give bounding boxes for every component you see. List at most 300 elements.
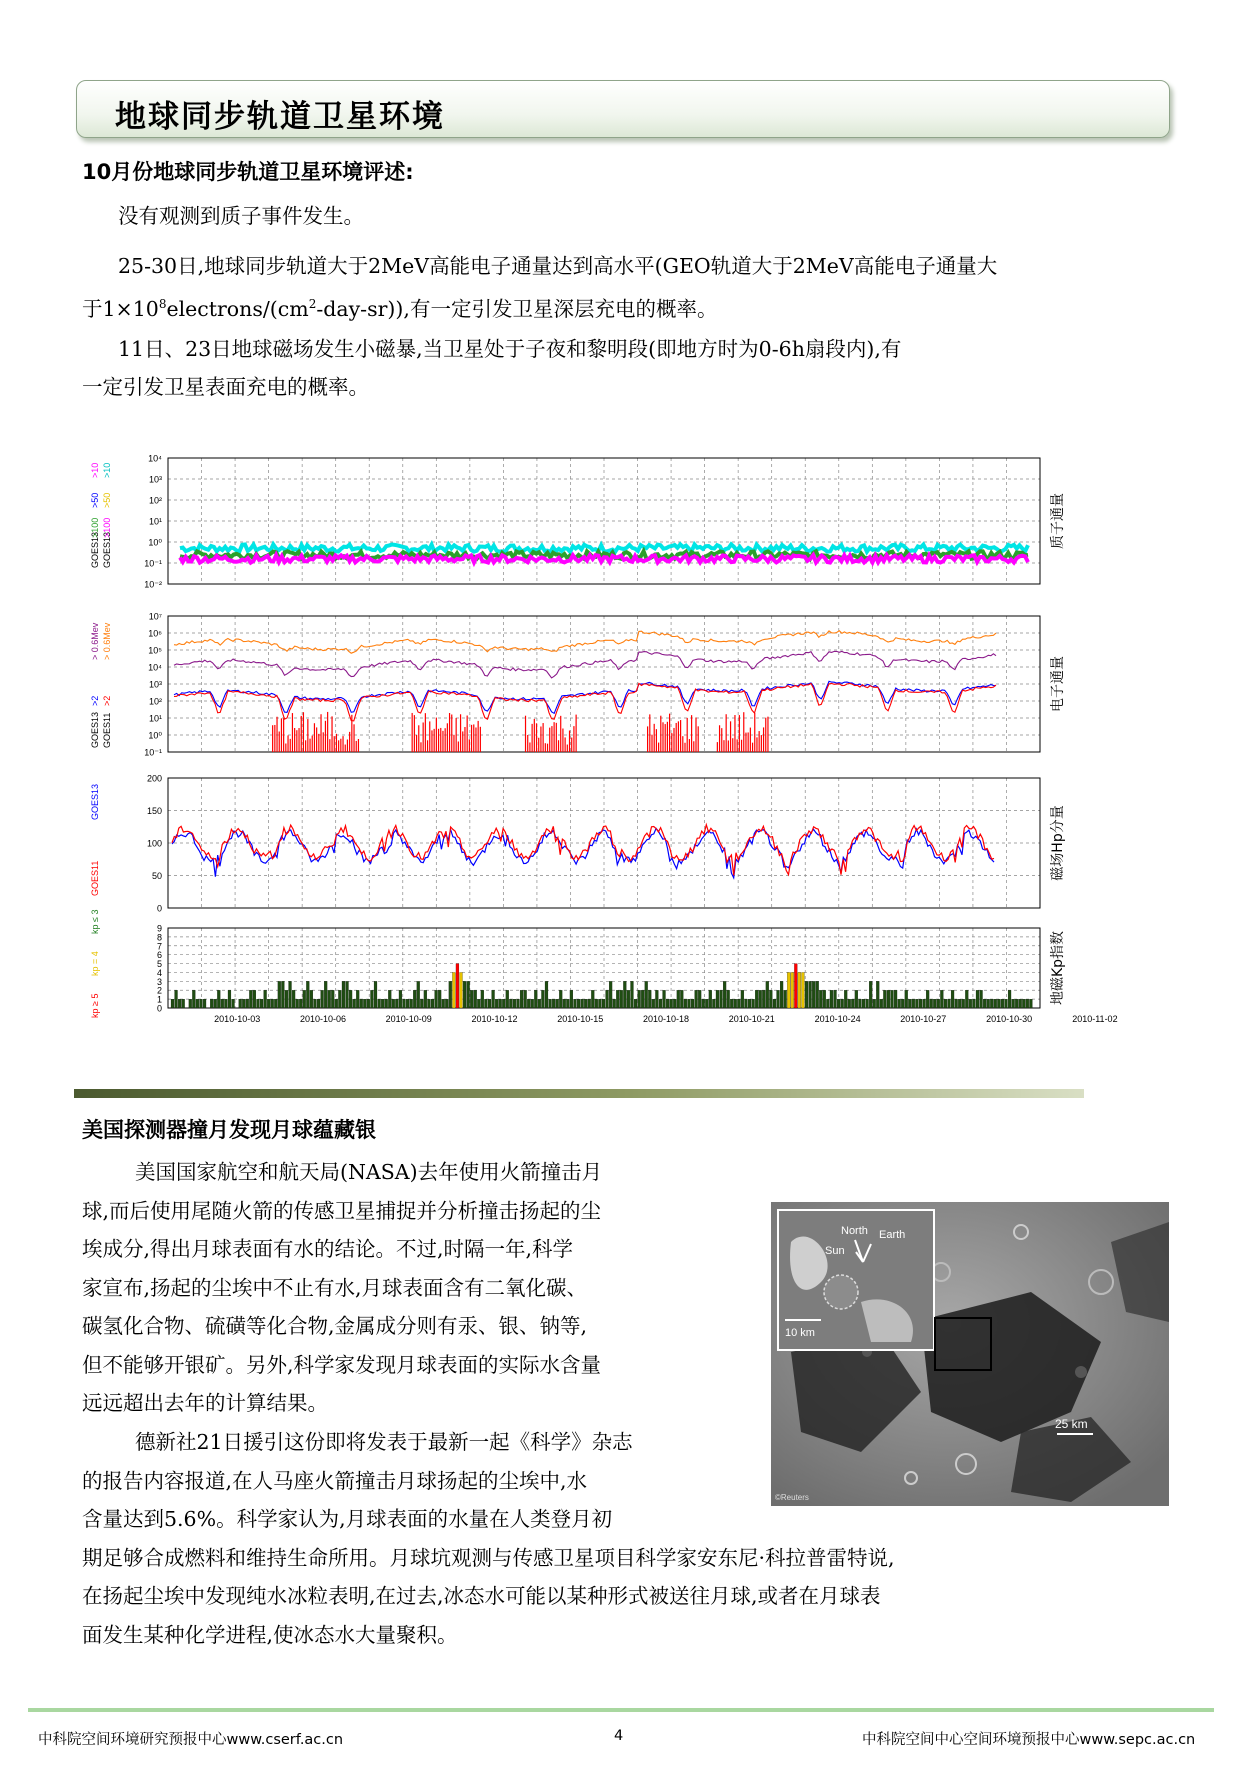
panel-side-label: 磁场Hp分量 <box>1050 805 1066 881</box>
review-p3-line2: 一定引发卫星表面充电的概率。 <box>82 375 369 399</box>
kp-bar <box>880 999 883 1008</box>
kp-bar <box>374 981 377 1008</box>
kp-bar <box>492 990 495 1008</box>
chart-panel-electron <box>90 612 1066 758</box>
kp-bar <box>481 990 484 1008</box>
kp-bar <box>762 990 765 1008</box>
footer-page-number: 4 <box>614 1728 624 1744</box>
kp-bar <box>990 999 993 1008</box>
kp-bar <box>1022 999 1025 1008</box>
kp-bar <box>976 990 979 1008</box>
kp-bar <box>499 999 502 1008</box>
kp-bar <box>456 964 459 1008</box>
kp-bar <box>520 990 523 1008</box>
kp-bar <box>420 999 423 1008</box>
kp-bar <box>477 999 480 1008</box>
kp-bar <box>798 972 801 1008</box>
panel-side-label: 地磁Kp指数 <box>1050 930 1066 1006</box>
kp-bar <box>246 999 249 1008</box>
kp-bar <box>175 990 178 1008</box>
y-tick-label: 10⁻² <box>144 579 162 590</box>
kp-bar <box>862 999 865 1008</box>
kp-bar <box>962 999 965 1008</box>
kp-bar <box>869 981 872 1008</box>
kp-bar <box>866 999 869 1008</box>
x-tick-label: 2010-10-03 <box>214 1014 261 1024</box>
kp-bar <box>948 999 951 1008</box>
kp-bar <box>388 990 391 1008</box>
series-line <box>180 544 1028 552</box>
kp-bar <box>680 990 683 1008</box>
kp-bar <box>435 990 438 1008</box>
proton-y-label: GOES13 <box>102 531 112 568</box>
kp-bar <box>994 999 997 1008</box>
kp-bar <box>224 999 227 1008</box>
y-tick-label: 10⁰ <box>148 730 162 741</box>
proton-y-label: GOES13 <box>90 531 100 568</box>
kp-bar <box>406 999 409 1008</box>
kp-bar <box>883 990 886 1008</box>
y-tick-label: 1 <box>156 994 162 1005</box>
kp-bar <box>488 999 491 1008</box>
kp-bar <box>987 999 990 1008</box>
kp-bar <box>239 999 242 1008</box>
electron-y-label: GOES13 <box>90 711 100 748</box>
kp-bar <box>652 999 655 1008</box>
kp-bar <box>346 981 349 1008</box>
kp-bar <box>1015 999 1018 1008</box>
kp-bar <box>527 999 530 1008</box>
kp-bar <box>395 999 398 1008</box>
kp-bar <box>755 990 758 1008</box>
kp-bar <box>905 990 908 1008</box>
kp-bar <box>1029 999 1032 1008</box>
kp-bar <box>773 999 776 1008</box>
kp-bar <box>517 999 520 1008</box>
kp-bar <box>602 999 605 1008</box>
kp-bar <box>502 999 505 1008</box>
kp-bar <box>766 981 769 1008</box>
kp-bar <box>787 972 790 1008</box>
electron-y-label: > 0.6Mev <box>90 622 100 660</box>
kp-bar <box>381 999 384 1008</box>
kp-bar <box>809 981 812 1008</box>
proton-y-label: >10 <box>102 462 112 478</box>
kp-bar <box>324 981 327 1008</box>
chart-panel-hp <box>90 774 1066 914</box>
hp-y-label: GOES11 <box>90 860 100 896</box>
kp-bar <box>816 981 819 1008</box>
x-tick-label: 2010-10-15 <box>557 1014 604 1024</box>
kp-bar <box>452 972 455 1008</box>
kp-bar <box>289 981 292 1008</box>
x-tick-label: 2010-10-21 <box>728 1014 775 1024</box>
kp-bar <box>844 990 847 1008</box>
kp-bar <box>417 981 420 1008</box>
kp-bar <box>983 999 986 1008</box>
x-tick-label: 2010-10-09 <box>385 1014 432 1024</box>
kp-bar <box>310 990 313 1008</box>
electron-y-label: >2 <box>102 695 112 706</box>
kp-bar <box>552 999 555 1008</box>
kp-bar <box>855 990 858 1008</box>
kp-bar <box>634 999 637 1008</box>
moon-p2-line: 德新社21日援引这份即将发表于最新一起《科学》杂志 <box>135 1430 633 1454</box>
kp-bar <box>894 990 897 1008</box>
kp-bar <box>805 981 808 1008</box>
kp-bar <box>410 999 413 1008</box>
moon-p1-line: 美国国家航空和航天局(NASA)去年使用火箭撞击月 <box>135 1160 603 1184</box>
review-p2-line2: 于$1\times 10^8electrons/(cm^2-day-sr)$),有一定引发卫星深层充电的概率。 <box>82 296 718 321</box>
y-tick-label: 5 <box>156 959 162 970</box>
kp-bar <box>581 999 584 1008</box>
panel-side-label: 电子通量 <box>1050 656 1066 712</box>
kp-bar <box>584 999 587 1008</box>
kp-bar <box>727 990 730 1008</box>
kp-bar <box>819 990 822 1008</box>
x-tick-label: 2010-10-18 <box>642 1014 690 1024</box>
kp-bar <box>937 999 940 1008</box>
moon-p2-line: 面发生某种化学进程,使冰态水大量聚积。 <box>82 1622 458 1647</box>
kp-bar <box>549 999 552 1008</box>
proton-y-label: >50 <box>90 492 100 508</box>
kp-bar <box>292 990 295 1008</box>
kp-bar <box>413 990 416 1008</box>
kp-bar <box>1019 999 1022 1008</box>
kp-bar <box>791 972 794 1008</box>
kp-bar <box>698 990 701 1008</box>
kp-bar <box>253 990 256 1008</box>
x-tick-label: 2010-10-06 <box>299 1014 347 1024</box>
kp-bar <box>427 999 430 1008</box>
y-tick-label: 10⁵ <box>148 645 162 656</box>
section-separator <box>74 1089 1084 1098</box>
kp-bar <box>228 990 231 1008</box>
kp-bar <box>1026 999 1029 1008</box>
review-p2-line1: 25-30日,地球同步轨道大于2MeV高能电子通量达到高水平(GEO轨道大于2MeV高能电子通量大 <box>118 254 998 278</box>
kp-bar <box>687 999 690 1008</box>
kp-bar <box>281 981 284 1008</box>
kp-bar <box>467 981 470 1008</box>
goes-chart-figure <box>90 448 1118 1050</box>
review-p1: 没有观测到质子事件发生。 <box>118 204 364 228</box>
y-tick-label: 10¹ <box>148 713 162 724</box>
kp-bar <box>887 990 890 1008</box>
kp-bar <box>509 999 512 1008</box>
kp-bar <box>445 999 448 1008</box>
kp-bar <box>812 981 815 1008</box>
inset-earth-label: Earth <box>879 1229 906 1241</box>
kp-bar <box>306 981 309 1008</box>
kp-bar <box>944 999 947 1008</box>
kp-bar <box>588 999 591 1008</box>
kp-bar <box>598 999 601 1008</box>
goes-charts-svg <box>90 448 1118 1050</box>
kp-bar <box>577 999 580 1008</box>
y-tick-label: 8 <box>156 932 162 943</box>
review-p3-line1: 11日、23日地球磁场发生小磁暴,当卫星处于子夜和黎明段(即地方时为0-6h扇段内),有 <box>118 337 902 361</box>
kp-bar <box>666 999 669 1008</box>
kp-bar <box>648 990 651 1008</box>
y-tick-label: 0 <box>156 903 162 914</box>
chart-panel-proton <box>90 454 1066 590</box>
kp-bar <box>777 990 780 1008</box>
y-tick-label: 10⁰ <box>148 537 162 548</box>
kp-bar <box>891 990 894 1008</box>
moon-p1-line: 碳氢化合物、硫磺等化合物,金属成分则有汞、银、钠等, <box>82 1314 588 1338</box>
kp-bar <box>684 999 687 1008</box>
kp-bar <box>278 981 281 1008</box>
kp-bar <box>563 999 566 1008</box>
kp-bar <box>335 999 338 1008</box>
kp-bar <box>232 999 235 1008</box>
kp-bar <box>385 999 388 1008</box>
kp-bar <box>712 999 715 1008</box>
kp-bar <box>958 999 961 1008</box>
kp-bar <box>969 999 972 1008</box>
kp-bar <box>331 990 334 1008</box>
kp-bar <box>641 990 644 1008</box>
kp-bar <box>317 999 320 1008</box>
kp-bar <box>627 990 630 1008</box>
kp-bar <box>901 999 904 1008</box>
hp-y-label: GOES13 <box>90 783 100 820</box>
moon-surface-svg <box>771 1202 1169 1506</box>
y-tick-label: 10⁴ <box>148 453 162 464</box>
kp-bar <box>196 999 199 1008</box>
series-line <box>174 651 996 678</box>
kp-bar <box>299 999 302 1008</box>
kp-bar <box>1001 999 1004 1008</box>
kp-bar <box>730 999 733 1008</box>
kp-bar <box>545 981 548 1008</box>
kp-bar <box>691 999 694 1008</box>
kp-bar <box>620 990 623 1008</box>
kp-bar <box>566 999 569 1008</box>
kp-bar <box>399 990 402 1008</box>
kp-bar <box>655 990 658 1008</box>
electron-y-label: > 0.6Mev <box>102 622 112 660</box>
kp-bar <box>823 990 826 1008</box>
kp-bar <box>616 990 619 1008</box>
kp-bar <box>951 990 954 1008</box>
kp-bar <box>200 999 203 1008</box>
kp-bar <box>801 972 804 1008</box>
kp-bar <box>338 990 341 1008</box>
moon-p1-line: 埃成分,得出月球表面有水的结论。不过,时隔一年,科学 <box>82 1237 574 1261</box>
kp-bar <box>673 999 676 1008</box>
kp-bar <box>303 990 306 1008</box>
electron-y-label: >2 <box>90 695 100 706</box>
moon-p2-line: 在扬起尘埃中发现纯水冰粒表明,在过去,冰态水可能以某种形式被送往月球,或者在月球表 <box>82 1584 881 1608</box>
kp-bar <box>538 999 541 1008</box>
kp-bar <box>403 999 406 1008</box>
footer-right: 中科院空间中心空间环境预报中心www.sepc.ac.cn <box>862 1732 1196 1748</box>
scale-label: 25 km <box>1055 1417 1088 1431</box>
proton-y-label: >10 <box>90 462 100 478</box>
x-tick-label: 2010-10-24 <box>814 1014 861 1024</box>
kp-bar <box>705 999 708 1008</box>
kp-bar <box>659 999 662 1008</box>
kp-bar <box>841 999 844 1008</box>
y-tick-label: 10² <box>148 495 162 506</box>
kp-bar <box>328 990 331 1008</box>
kp-bar <box>178 999 181 1008</box>
proton-y-label: >100 <box>90 517 100 538</box>
kp-bar <box>670 999 673 1008</box>
kp-bar <box>463 981 466 1008</box>
kp-bar <box>737 999 740 1008</box>
kp-bar <box>442 999 445 1008</box>
kp-bar <box>930 999 933 1008</box>
kp-bar <box>360 999 363 1008</box>
kp-bar <box>189 999 192 1008</box>
kp-bar <box>264 990 267 1008</box>
inset-scale-label: 10 km <box>785 1327 815 1339</box>
footer-left: 中科院空间环境研究预报中心www.cserf.ac.cn <box>38 1732 344 1748</box>
y-tick-label: 50 <box>151 871 162 881</box>
kp-bar <box>752 999 755 1008</box>
y-tick-label: 10⁶ <box>148 628 162 639</box>
kp-y-label: kp ≤ 3 <box>90 909 100 934</box>
kp-bar <box>217 990 220 1008</box>
kp-bar <box>556 999 559 1008</box>
kp-bar <box>474 990 477 1008</box>
kp-bar <box>631 981 634 1008</box>
kp-bar <box>267 999 270 1008</box>
kp-bar <box>260 999 263 1008</box>
kp-bar <box>940 990 943 1008</box>
y-tick-label: 6 <box>156 950 162 961</box>
kp-bar <box>349 990 352 1008</box>
kp-bar <box>424 990 427 1008</box>
kp-bar <box>171 999 174 1008</box>
kp-bar <box>342 981 345 1008</box>
kp-bar <box>784 990 787 1008</box>
kp-bar <box>513 999 516 1008</box>
kp-bar <box>955 999 958 1008</box>
kp-bar <box>221 999 224 1008</box>
kp-bar <box>912 999 915 1008</box>
y-tick-label: 10⁻¹ <box>144 747 162 758</box>
kp-bar <box>274 999 277 1008</box>
y-tick-label: 3 <box>156 976 162 987</box>
y-tick-label: 10² <box>148 696 162 707</box>
moon-p1-line: 球,而后使用尾随火箭的传感卫星捕捉并分析撞击扬起的尘 <box>82 1198 602 1223</box>
kp-bar <box>613 999 616 1008</box>
kp-bar <box>645 981 648 1008</box>
kp-bar <box>370 990 373 1008</box>
panel-side-label: 质子通量 <box>1050 493 1066 549</box>
kp-bar <box>716 990 719 1008</box>
kp-bar <box>926 990 929 1008</box>
kp-bar <box>663 990 666 1008</box>
kp-bar <box>965 990 968 1008</box>
proton-y-label: >100 <box>102 517 112 538</box>
kp-bar <box>837 999 840 1008</box>
kp-bar <box>873 999 876 1008</box>
x-tick-label: 2010-11-02 <box>1072 1014 1118 1024</box>
inset-sun-label: Sun <box>825 1245 845 1257</box>
y-tick-label: 7 <box>156 941 162 952</box>
y-tick-label: 0 <box>156 1003 162 1014</box>
y-tick-label: 150 <box>146 806 162 816</box>
footer-rule <box>28 1708 1214 1712</box>
kp-bar <box>720 990 723 1008</box>
kp-bar <box>972 999 975 1008</box>
series-line <box>174 683 996 721</box>
kp-bar <box>997 999 1000 1008</box>
moon-news-heading: 美国探测器撞月发现月球蕴藏银 <box>82 1118 376 1142</box>
kp-bar <box>709 990 712 1008</box>
review-heading: 10月份地球同步轨道卫星环境评述: <box>82 160 414 184</box>
y-tick-label: 10⁻¹ <box>144 558 162 569</box>
kp-bar <box>780 981 783 1008</box>
kp-bar <box>702 999 705 1008</box>
moon-p2-line: 含量达到5.6%。科学家认为,月球表面的水量在人类登月初 <box>82 1507 613 1531</box>
kp-bar <box>449 981 452 1008</box>
kp-bar <box>192 990 195 1008</box>
y-tick-label: 100 <box>146 838 162 849</box>
kp-bar <box>182 999 185 1008</box>
kp-bar <box>606 990 609 1008</box>
moon-p2-line: 的报告内容报道,在人马座火箭撞击月球扬起的尘埃中,水 <box>82 1468 588 1493</box>
kp-bar <box>741 990 744 1008</box>
y-tick-label: 10⁴ <box>148 662 162 673</box>
y-tick-label: 10⁷ <box>148 611 162 622</box>
kp-bar <box>1012 999 1015 1008</box>
kp-bar <box>210 999 213 1008</box>
kp-bar <box>271 999 274 1008</box>
kp-bar <box>923 999 926 1008</box>
kp-bar <box>242 999 245 1008</box>
proton-y-label: >50 <box>102 492 112 508</box>
kp-bar <box>915 999 918 1008</box>
y-tick-label: 10³ <box>148 679 162 690</box>
kp-bar <box>695 990 698 1008</box>
kp-bar <box>495 999 498 1008</box>
kp-bar <box>285 990 288 1008</box>
kp-bar <box>378 999 381 1008</box>
kp-bar <box>759 990 762 1008</box>
kp-bar <box>744 999 747 1008</box>
image-credit: ©Reuters <box>775 1493 809 1502</box>
kp-bar <box>470 990 473 1008</box>
kp-bar <box>826 999 829 1008</box>
kp-bar <box>541 990 544 1008</box>
chart-panel-kp <box>90 910 1118 1024</box>
kp-bar <box>313 999 316 1008</box>
moon-p2-line: 期足够合成燃料和维持生命所用。月球坑观测与传感卫星项目科学家安东尼·科拉普雷特说, <box>82 1545 895 1570</box>
kp-bar <box>559 990 562 1008</box>
kp-bar <box>898 999 901 1008</box>
kp-bar <box>524 990 527 1008</box>
section-title-banner <box>76 80 1170 138</box>
kp-bar <box>353 999 356 1008</box>
kp-bar <box>392 999 395 1008</box>
kp-bar <box>506 990 509 1008</box>
kp-bar <box>356 990 359 1008</box>
kp-bar <box>908 999 911 1008</box>
kp-bar <box>734 999 737 1008</box>
kp-bar <box>203 999 206 1008</box>
kp-bar <box>574 999 577 1008</box>
x-tick-label: 2010-10-27 <box>900 1014 947 1024</box>
kp-bar <box>438 990 441 1008</box>
kp-bar <box>848 999 851 1008</box>
y-tick-label: 9 <box>156 923 162 934</box>
x-tick-label: 2010-10-30 <box>986 1014 1033 1024</box>
